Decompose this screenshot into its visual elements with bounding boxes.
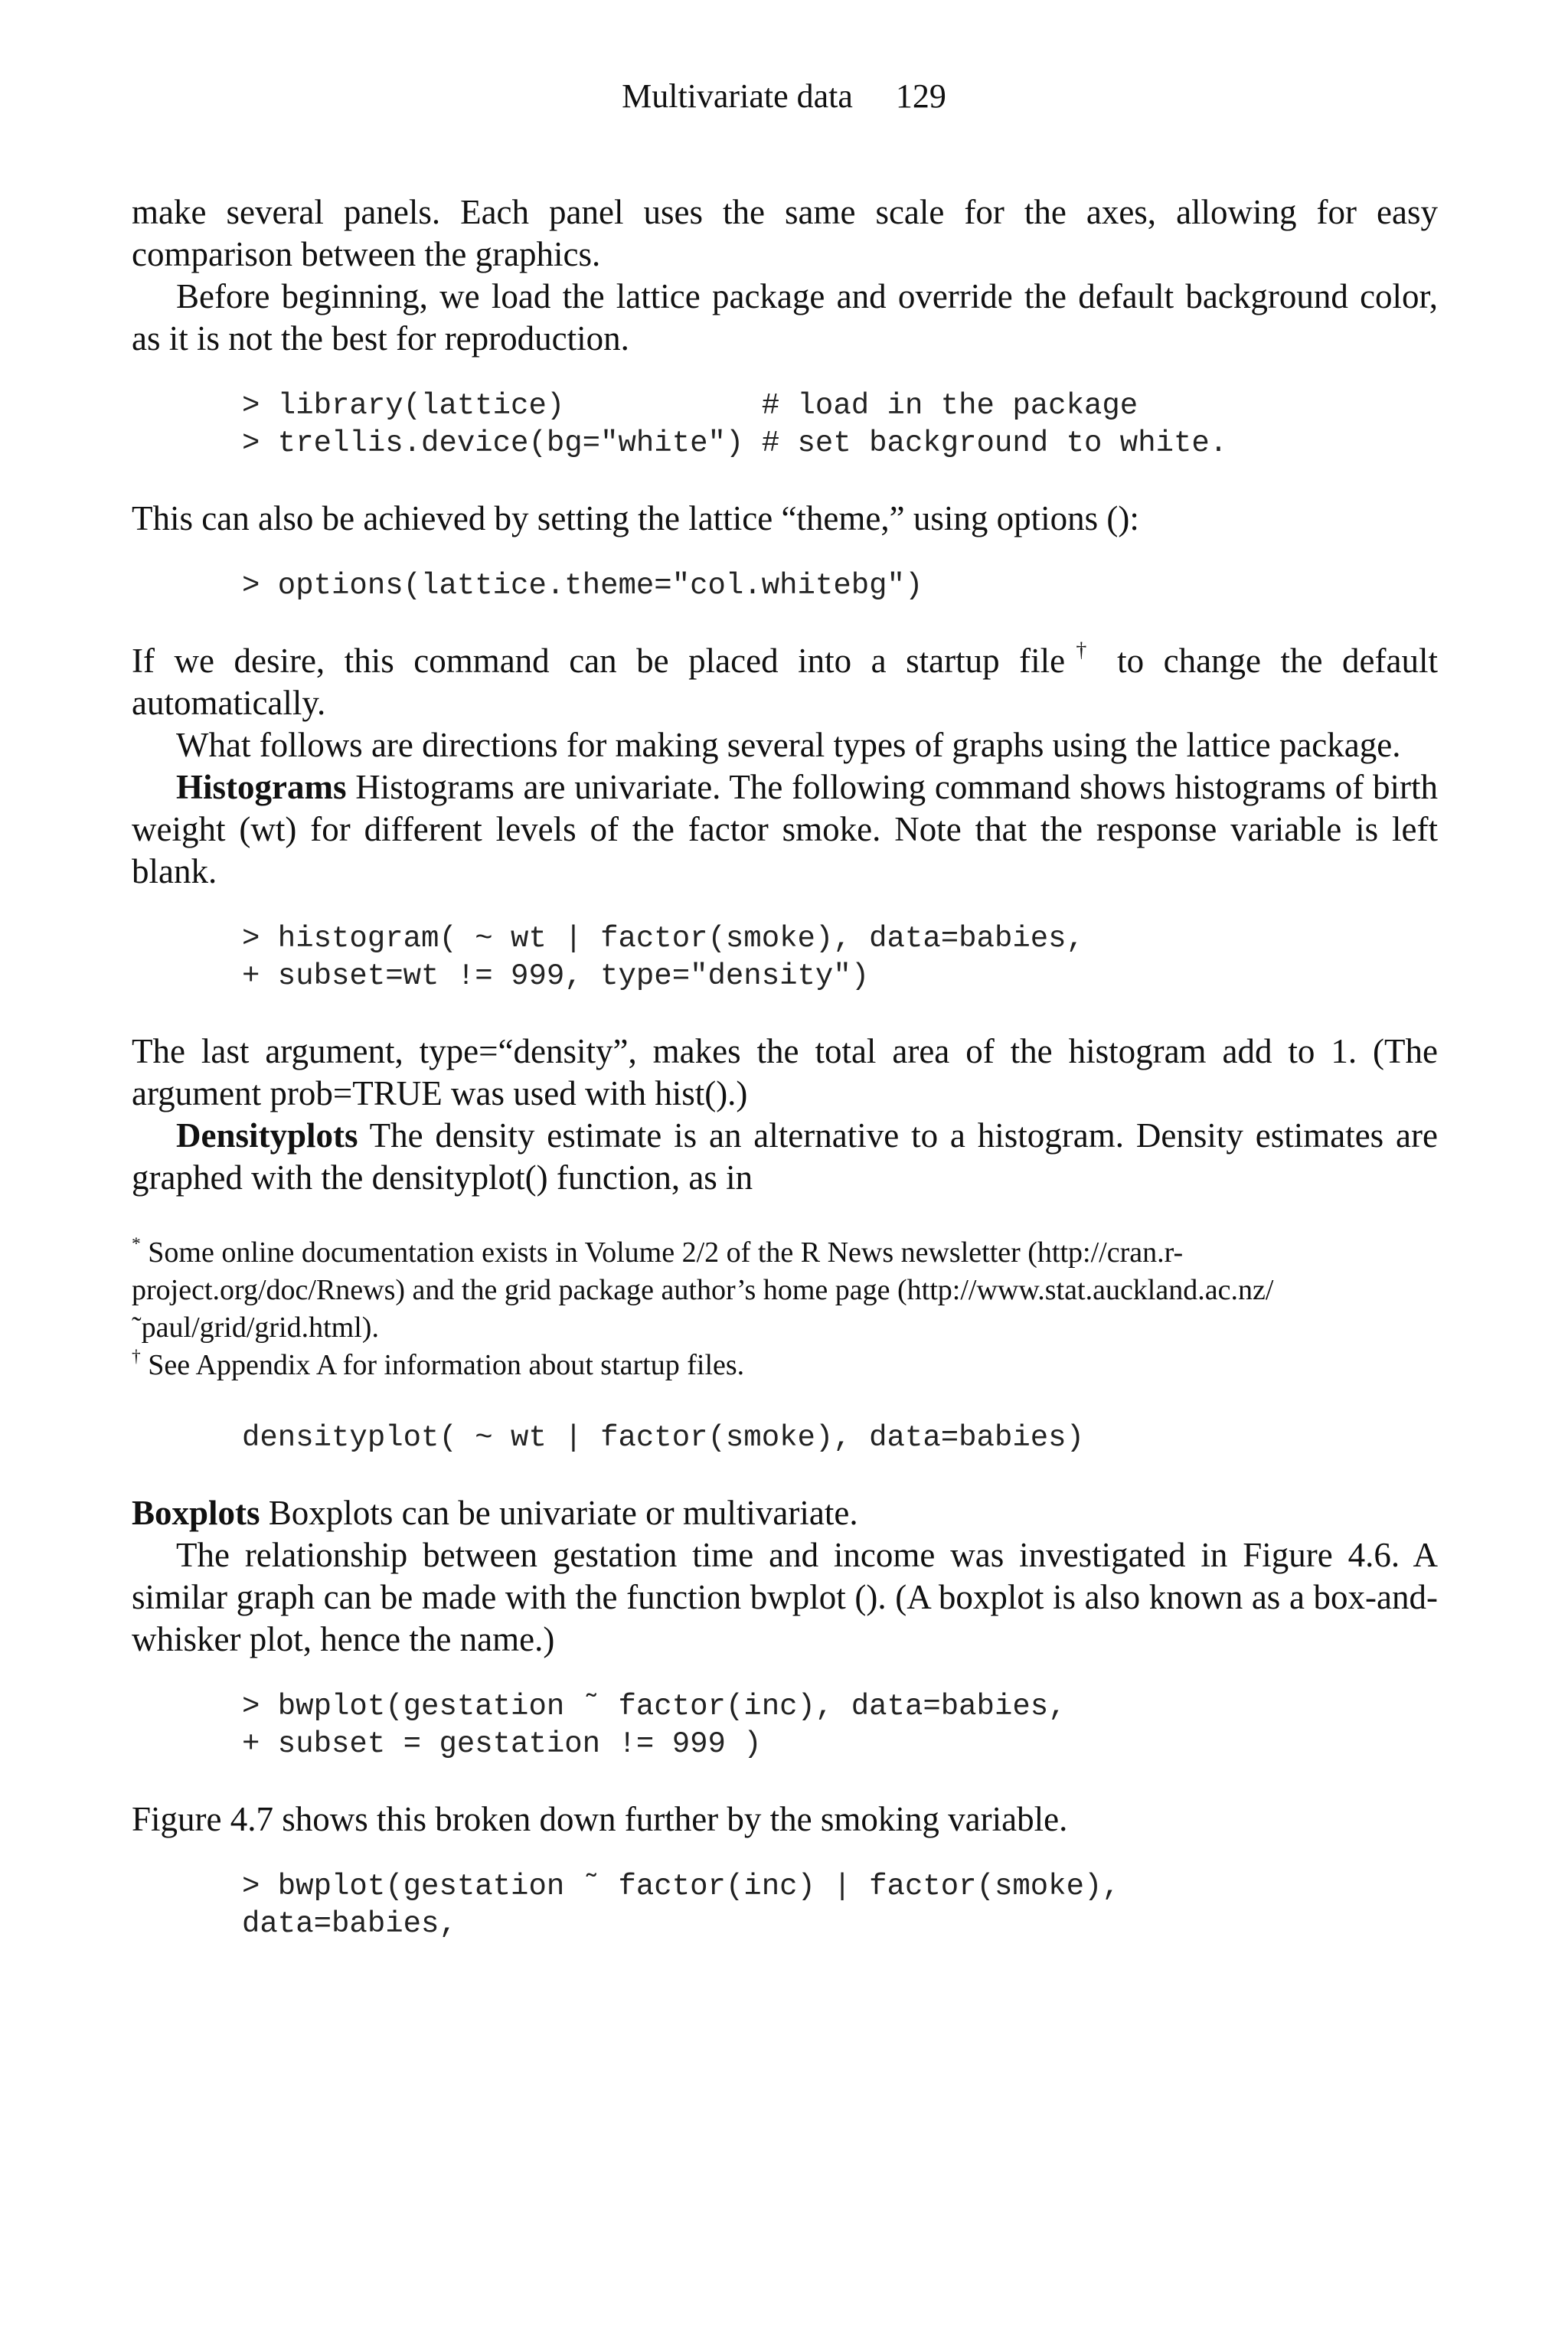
footnote-1 <box>132 1234 1438 1347</box>
page-number: 129 <box>895 77 946 115</box>
paragraph-before-beginning: Before beginning, we load the lattice package and override the default background color, as it is not the best for reproduction. <box>132 277 1438 358</box>
code-block-library: > library(lattice) # load in the package > trellis.device(bg="white") # set background to white. <box>242 389 1228 460</box>
paragraph-theme: This can also be achieved by setting the lattice “theme,” using options (): <box>132 499 1139 537</box>
code-block-options: > options(lattice.theme="col.whitebg") <box>242 569 923 603</box>
footnote-1-text: Some online documentation exists in Volume 2/2 of the R News newsletter (http://cran.r-project.org/doc/Rnews) and the grid package author’s home page (http://www.stat.auckland.ac.nz/˜paul/grid/grid.html). <box>132 1236 1274 1344</box>
paragraph-directions: What follows are directions for making several types of graphs using the lattice package. <box>176 726 1401 764</box>
footnote-mark-dagger: † <box>132 1346 141 1367</box>
page-body <box>132 191 1438 1943</box>
histograms-heading: Histograms <box>176 768 347 806</box>
code-block-histogram: > histogram( ~ wt | factor(smoke), data=babies, + subset=wt != 999, type="density") <box>242 922 1084 993</box>
paragraph-densityplots <box>132 1115 1438 1199</box>
running-header <box>0 74 1568 119</box>
footnote-2-text: See Appendix A for information about startup files. <box>140 1349 745 1381</box>
densityplots-text: The density estimate is an alternative to a histogram. Density estimates are graphed with the densityplot() function, as in <box>132 1116 1438 1197</box>
code-block-densityplot: densityplot( ~ wt | factor(smoke), data=babies) <box>242 1421 1084 1455</box>
paragraph-panels: make several panels. Each panel uses the same scale for the axes, allowing for easy comparison between the graphics. <box>132 193 1438 273</box>
boxplots-heading: Boxplots <box>132 1494 260 1532</box>
code-block-bwplot-smoke: > bwplot(gestation ˜ factor(inc) | factor(smoke), data=babies, <box>242 1870 1120 1941</box>
footnote-ref-dagger: † <box>1065 639 1098 663</box>
footnote-2 <box>132 1347 1438 1384</box>
startup-text-start: If we desire, this command can be placed into a startup file <box>132 642 1066 680</box>
paragraph-histograms <box>132 766 1438 893</box>
densityplots-heading: Densityplots <box>176 1116 358 1155</box>
startup-text-end: to change the default automatically. <box>132 642 1438 722</box>
footnote-mark-asterisk: * <box>132 1233 141 1254</box>
histograms-text: Histograms are univariate. The following command shows histograms of birth weight (wt) for different levels of the factor smoke. Note that the response variable is left blank. <box>132 768 1438 890</box>
paragraph-density-argument: The last argument, type=“density”, makes the total area of the histogram add to 1. (The argument prob=TRUE was used with hist().) <box>132 1032 1438 1112</box>
paragraph-boxplots <box>132 1492 1438 1534</box>
boxplots-text: Boxplots can be univariate or multivariate. <box>260 1494 858 1532</box>
header-title: Multivariate data <box>622 77 853 115</box>
footnotes <box>132 1234 1438 1384</box>
code-block-bwplot: > bwplot(gestation ˜ factor(inc), data=babies, + subset = gestation != 999 ) <box>242 1690 1067 1761</box>
paragraph-startup-file <box>132 640 1438 724</box>
paragraph-figure-4-7: Figure 4.7 shows this broken down further by the smoking variable. <box>132 1800 1068 1838</box>
paragraph-gestation-income: The relationship between gestation time and income was investigated in Figure 4.6. A similar graph can be made with the function bwplot (). (A boxplot is also known as a box-and-whisker plot, hence the name.) <box>132 1536 1438 1658</box>
